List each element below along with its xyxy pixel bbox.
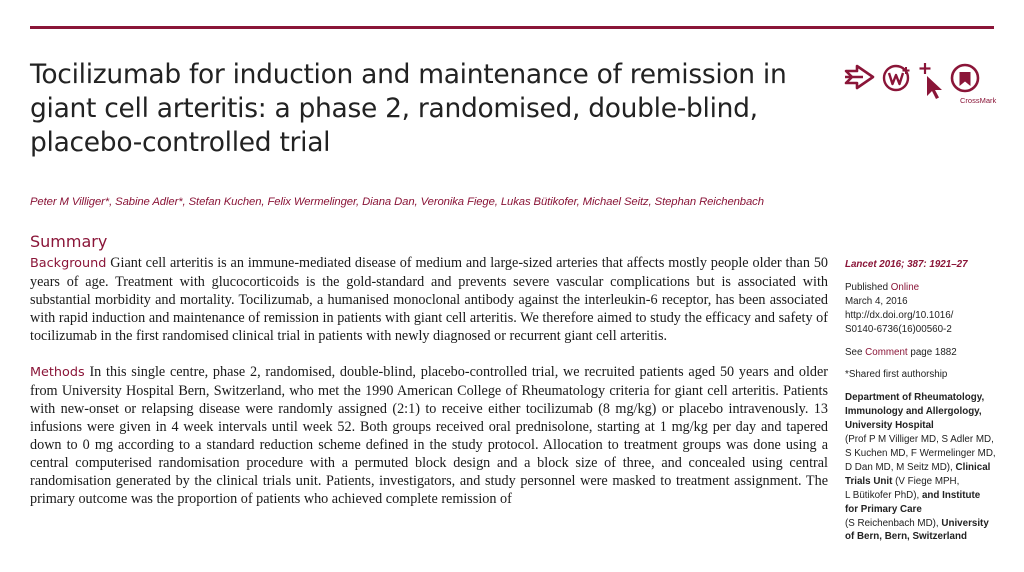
affil-univ-line-1: University	[941, 517, 989, 529]
cursor-badge-icon[interactable]	[915, 62, 945, 100]
background-label: Background	[30, 256, 107, 271]
methods-text: In this single centre, phase 2, randomised, double-blind, placebo-controlled trial, we recruited patients aged 50 years and older from University Hospital Bern, Switzerland, who met the 1990 American College of Rheumatology criteria for giant cell arteritis. Patients with new-onset or relapsing disease were randomly assigned (2:1) to receive either tocilizumab (8 mg/kg) or placebo intravenously. 13 infusions were given in 4 week intervals until week 52. Both groups received oral prednisolone, starting at 1 mg/kg per day and tapered down to 0 mg according to a standard reduction scheme defined in the study protocol. Allocation to treatment groups was done using a central computerised randomisation procedure with a permuted block design and a block size of three, and concealed using central randomisation generated by the clinical trials unit. Patients, investigators, and study personnel were masked to treatment assignment. The primary outcome was the proportion of patients who achieved complete remission of	[30, 364, 829, 507]
affil-inst-line-1: Institute	[942, 489, 981, 501]
doi-link-line-1[interactable]: http://dx.doi.org/10.1016/	[845, 309, 954, 321]
affil-dept-line-1: Department of Rheumatology,	[845, 392, 985, 404]
author-list: Peter M Villiger*, Sabine Adler*, Stefan Kuchen, Felix Wermelinger, Diana Dan, Veronika Fiege, Lukas Bütikofer, Michael Seitz, Stephan Reichenbach	[30, 196, 764, 208]
citation-text: Lancet 2016; 387: 1921–27	[845, 259, 968, 270]
methods-paragraph	[30, 363, 828, 508]
affil-and: and	[921, 489, 940, 501]
arrow-badge-icon[interactable]	[843, 62, 877, 92]
published-date: March 4, 2016	[845, 295, 908, 307]
published-online-link[interactable]: Online	[890, 281, 920, 293]
citation	[845, 258, 1010, 272]
doi-link-line-2[interactable]: S0140-6736(16)00560-2	[845, 323, 952, 335]
crossmark-icon[interactable]	[949, 62, 981, 94]
published-info	[845, 281, 1010, 337]
affil-ctu-line-2: Trials Unit	[845, 475, 893, 487]
background-text: Giant cell arteritis is an immune-mediated disease of medium and large-sized arteries that affects mostly people older than 50 years of age. Treatment with glucocorticoids is the gold-standard and prevents severe vascular complications but is associated with substantial morbidity and mortality. Tocilizumab, a humanised monoclonal antibody against the interleukin-6 receptor, has been associated with rapid induction and maintenance of remission in patients with giant cell arteritis. We therefore aimed to study the efficacy and safety of tocilizumab in the first randomised clinical trial in patients with newly diagnosed or recurrent giant cell arteritis.	[30, 255, 829, 344]
published-prefix: Published	[845, 281, 889, 293]
article-sidebar	[845, 258, 1010, 544]
article-title: Tocilizumab for induction and maintenance of remission in giant cell arteritis: a phase 2, randomised, double-blind, placebo-controlled trial	[30, 59, 787, 158]
affil-people-line-3: D Dan MD, M Seitz MD),	[845, 461, 953, 473]
affil-inst-people: (S Reichenbach MD),	[845, 517, 939, 529]
w-badge-icon[interactable]	[881, 62, 913, 94]
affil-univ-line-2: of Bern, Bern, Switzerland	[845, 531, 967, 543]
affil-dept-line-3: University Hospital	[845, 420, 934, 432]
affil-inst-line-2: for Primary Care	[845, 503, 922, 515]
methods-label: Methods	[30, 365, 85, 380]
affil-ctu-people-2: L Bütikofer PhD),	[845, 489, 920, 501]
crossmark-label: CrossMark	[960, 96, 997, 105]
affil-ctu-people-1: (V Fiege MPH,	[895, 475, 960, 487]
top-rule	[30, 26, 994, 29]
see-comment	[845, 346, 1010, 360]
affil-ctu-line-1: Clinical	[955, 461, 991, 473]
affil-dept-line-2: Immunology and Allergology,	[845, 406, 982, 418]
background-paragraph	[30, 254, 828, 345]
affil-people-line-2: S Kuchen MD, F Wermelinger MD,	[845, 447, 996, 459]
abstract-body	[30, 254, 828, 508]
affil-people-line-1: (Prof P M Villiger MD, S Adler MD,	[845, 434, 994, 446]
comment-link[interactable]: Comment	[865, 346, 908, 358]
see-suffix: page 1882	[910, 346, 957, 358]
see-prefix: See	[845, 346, 863, 358]
shared-authorship-note: *Shared first authorship	[845, 369, 948, 381]
affiliations	[845, 391, 1010, 544]
summary-heading: Summary	[30, 232, 108, 251]
